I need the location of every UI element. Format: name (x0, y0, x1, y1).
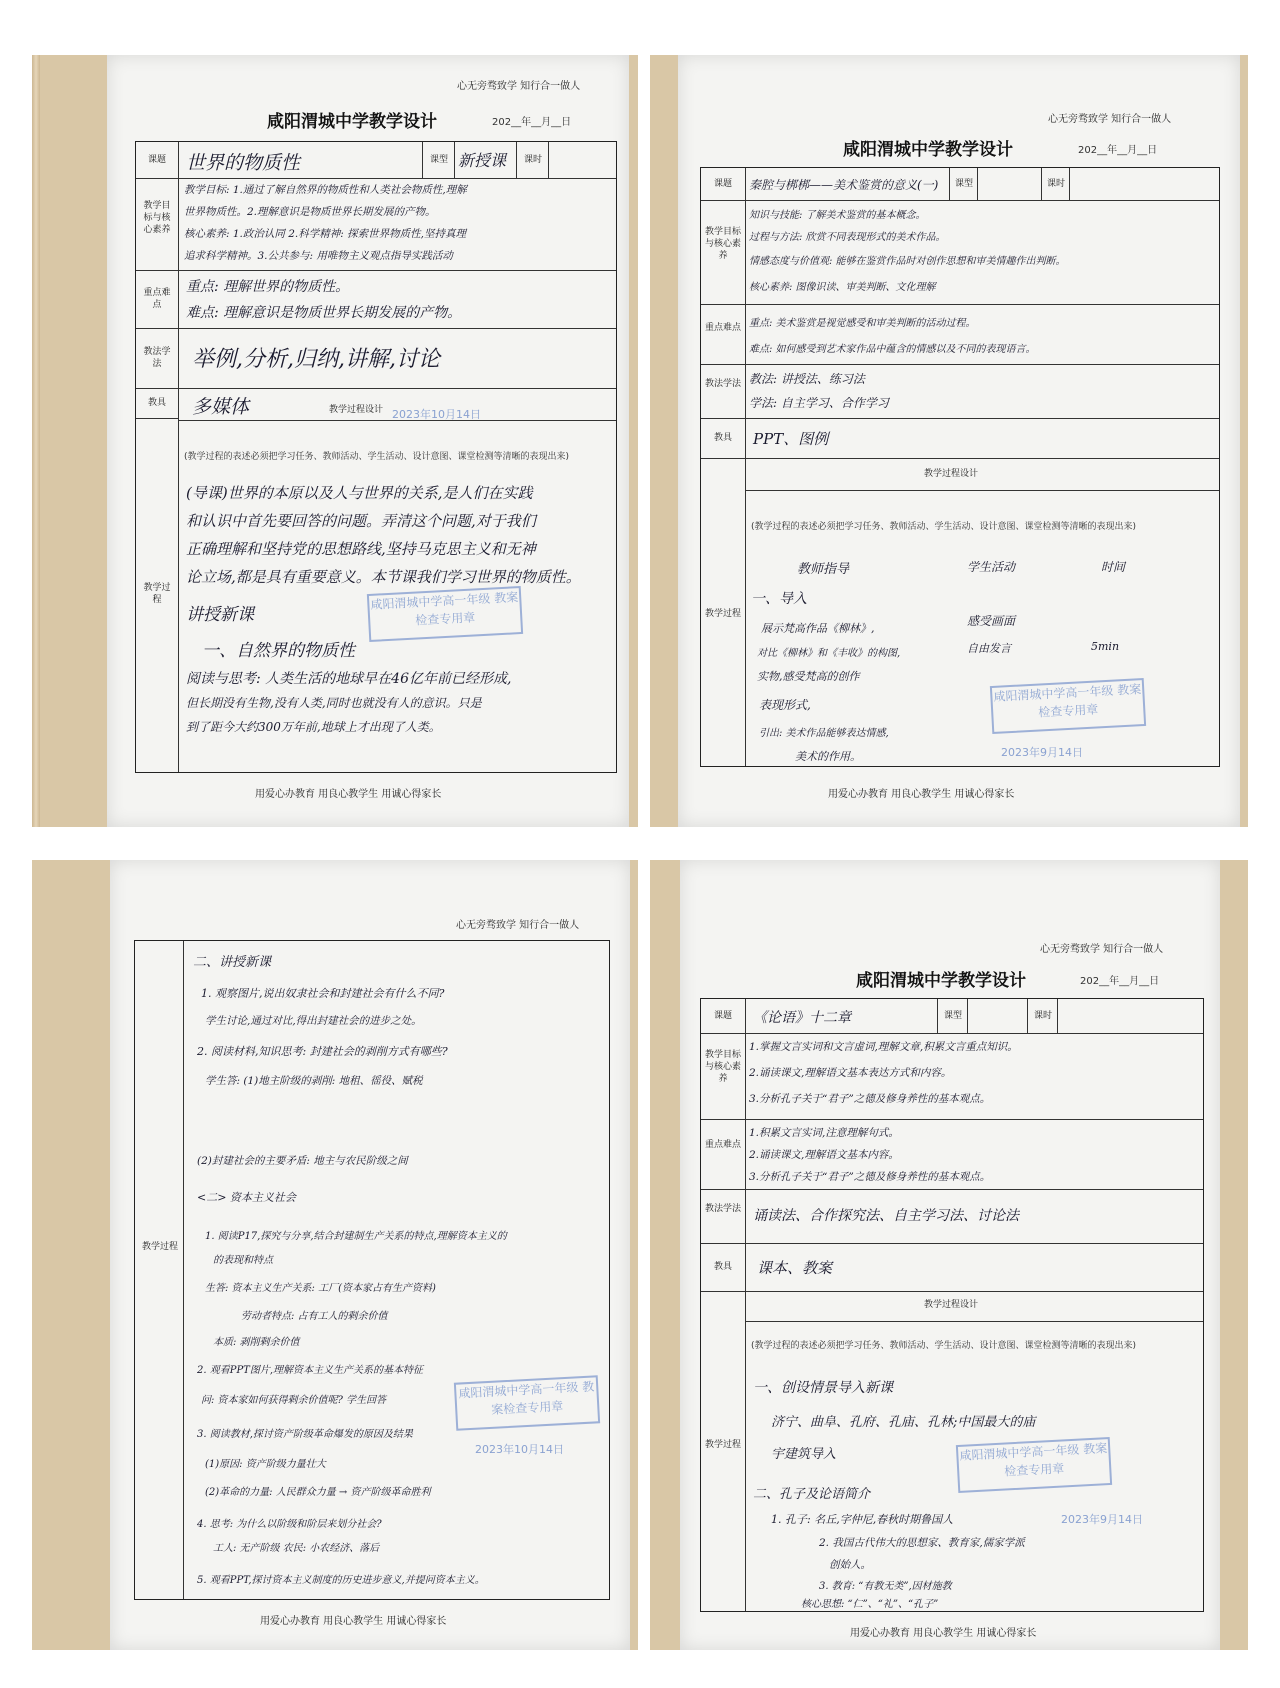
goal-line: 教学目标: 1.通过了解自然界的物质性和人类社会物质性,理解 (184, 184, 467, 196)
process-line: 2. 观看PPT图片,理解资本主义生产关系的基本特征 (197, 1365, 424, 1376)
key-line: 2.诵读课文,理解语文基本内容。 (749, 1149, 899, 1161)
process-line: 学生答: (1)地主阶级的剥削: 地租、徭役、赋税 (205, 1075, 423, 1087)
process-line: 1. 孔子: 名丘,字仲尼,春秋时期鲁国人 (771, 1513, 954, 1526)
column-teacher: 教师指导 (797, 562, 850, 577)
label-process: 教学过程 (143, 583, 171, 605)
topic-value: 《论语》十二章 (753, 1010, 851, 1026)
process-line: 1. 阅读P17,探究与分享,结合封建制生产关系的特点,理解资本主义的 (205, 1231, 507, 1242)
process-line: 正确理解和坚持党的思想路线,坚持马克思主义和无神 (186, 540, 536, 558)
process-line: 宇建筑导入 (771, 1447, 837, 1462)
key-line: 难点: 如何感受到艺术家作品中蕴含的情感以及不同的表现语言。 (749, 344, 1036, 355)
label-process-design: 教学过程设计 (923, 1300, 978, 1310)
process-line: 劳动者特点: 占有工人的剩余价值 (241, 1311, 388, 1322)
time-value: 5min (1091, 640, 1120, 653)
page-sheet (107, 55, 629, 827)
process-line: 二、孔子及论语简介 (753, 1487, 871, 1502)
stamp-date: 2023年10月14日 (475, 1443, 564, 1456)
process-line: 生答: 资本主义生产关系: 工厂(资本家占有生产资料) (205, 1283, 436, 1294)
key-line: 1.积累文言实词,注意理解句式。 (749, 1127, 899, 1139)
page-sheet (678, 55, 1240, 827)
stamp-date: 2023年9月14日 (1001, 746, 1083, 759)
process-line: 和认识中首先要回答的问题。弄清这个问题,对于我们 (186, 512, 536, 530)
label-key: 重点难点 (705, 1140, 742, 1150)
school-title: 咸阳渭城中学教学设计 (843, 140, 1013, 160)
process-line: 一、导入 (751, 591, 807, 607)
process-line: 论立场,都是具有重要意义。本节课我们学习世界的物质性。 (186, 568, 581, 586)
photo-page-1 (32, 55, 638, 827)
method-line: 学法: 自主学习、合作学习 (749, 396, 889, 410)
inspection-stamp: 咸阳渭城中学高一年级 教案检查专用章 (367, 586, 523, 642)
process-line: 济宁、曲阜、孔府、孔庙、孔林;中国最大的庙 (771, 1415, 1036, 1430)
label-topic: 课题 (147, 155, 166, 165)
tools-value: 课本、教案 (757, 1259, 833, 1277)
goal-line: 知识与技能: 了解美术鉴赏的基本概念。 (749, 210, 926, 221)
process-line: 美术的作用。 (795, 750, 861, 763)
process-line: 2. 我国古代伟大的思想家、教育家,儒家学派 (819, 1537, 1025, 1549)
tools-value: 多媒体 (192, 396, 250, 418)
stamp-date: 2023年9月14日 (1061, 1513, 1143, 1526)
lesson-table (700, 998, 1204, 1612)
process-line: 二、讲授新课 (193, 955, 272, 970)
footer-motto: 用爱心办教育 用良心教学生 用诚心得家长 (850, 1628, 1037, 1639)
stamp-date: 2023年10月14日 (392, 408, 481, 421)
label-method: 教法学法 (705, 379, 742, 389)
process-line: (1)原因: 资产阶级力量壮大 (205, 1459, 326, 1470)
page-sheet (680, 860, 1220, 1650)
label-type: 课型 (429, 155, 448, 165)
label-topic: 课题 (713, 179, 732, 189)
column-time: 时间 (1101, 560, 1126, 574)
inspection-stamp: 咸阳渭城中学高一年级 教案检查专用章 (956, 1437, 1112, 1493)
process-line: 创始人。 (829, 1559, 871, 1571)
date-field: 202__年__月__日 (1080, 976, 1160, 987)
goal-line: 情感态度与价值观: 能够在鉴赏作品时对创作思想和审美情趣作出判断。 (749, 256, 1066, 267)
process-line: <二> 资本主义社会 (197, 1191, 296, 1204)
key-line: 难点: 理解意识是物质世界长期发展的产物。 (186, 305, 462, 321)
header-motto: 心无旁骛致学 知行合一做人 (456, 920, 580, 931)
student-line: 自由发言 (967, 642, 1011, 655)
inspection-stamp: 咸阳渭城中学高一年级 教案检查专用章 (454, 1375, 600, 1430)
label-key: 重点难点 (143, 288, 171, 310)
photo-page-2 (650, 55, 1248, 827)
date-field: 202__年__月__日 (492, 117, 572, 128)
label-type: 课型 (943, 1011, 962, 1021)
process-line: 的表现和特点 (213, 1255, 273, 1266)
process-line: 5. 观看PPT,探讨资本主义制度的历史进步意义,并提问资本主义。 (197, 1575, 485, 1586)
process-line: 展示梵高作品《柳林》, (761, 622, 875, 635)
label-process: 教学过程 (705, 1440, 742, 1450)
process-line: 本质: 剥削剩余价值 (213, 1337, 300, 1348)
footer-motto: 用爱心办教育 用良心教学生 用诚心得家长 (828, 789, 1015, 800)
goal-line: 核心素养: 图像识读、审美判断、文化理解 (749, 282, 936, 293)
inspection-stamp: 咸阳渭城中学高一年级 教案检查专用章 (990, 678, 1146, 734)
label-hours: 课时 (1033, 1011, 1052, 1021)
key-line: 重点: 理解世界的物质性。 (186, 279, 350, 295)
date-field: 202__年__月__日 (1078, 145, 1158, 156)
photo-page-4 (650, 860, 1248, 1650)
book-spine (32, 55, 40, 827)
process-line: 3. 阅读教材,探讨资产阶级革命爆发的原因及结果 (197, 1429, 413, 1440)
process-line: 一、自然界的物质性 (202, 641, 355, 661)
process-note: (教学过程的表述必须把学习任务、教师活动、学生活动、设计意图、课堂检测等清晰的表现出来) (751, 1341, 1137, 1351)
process-line: 4. 思考: 为什么以阶级和阶层来划分社会? (197, 1519, 382, 1530)
process-line: 问: 资本家如何获得剩余价值呢? 学生回答 (201, 1395, 387, 1406)
goal-line: 2.诵读课文,理解语文基本表达方式和内容。 (749, 1067, 952, 1079)
process-line: (2)封建社会的主要矛盾: 地主与农民阶级之间 (197, 1155, 408, 1167)
key-line: 3.分析孔子关于“君子”之德及修身养性的基本观点。 (749, 1171, 991, 1183)
process-line: 讲授新课 (186, 605, 254, 625)
process-line: 1. 观察图片,说出奴隶社会和封建社会有什么不同? (201, 987, 445, 1000)
process-line: 3. 教育: “有教无类”,因材施教 (819, 1581, 952, 1592)
lesson-table (134, 940, 610, 1600)
process-note: (教学过程的表述必须把学习任务、教师活动、学生活动、设计意图、课堂检测等清晰的表现出来) (751, 522, 1137, 532)
key-line: 重点: 美术鉴赏是视觉感受和审美判断的活动过程。 (749, 318, 976, 329)
label-goals: 教学目标与核心素养 (705, 227, 742, 261)
label-process-design: 教学过程设计 (923, 469, 978, 479)
label-method: 教法学法 (143, 347, 171, 369)
process-line: 学生讨论,通过对比,得出封建社会的进步之处。 (205, 1015, 422, 1027)
process-note: (教学过程的表述必须把学习任务、教师活动、学生活动、设计意图、课堂检测等清晰的表现出来) (184, 452, 570, 462)
label-tools: 教具 (147, 398, 166, 408)
column-student: 学生活动 (967, 560, 1016, 574)
process-line: 表现形式, (759, 698, 811, 712)
label-hours: 课时 (523, 155, 542, 165)
label-tools: 教具 (713, 433, 732, 443)
school-title: 咸阳渭城中学教学设计 (856, 971, 1026, 991)
type-value: 新授课 (458, 151, 507, 170)
method-value: 诵读法、合作探究法、自主学习法、讨论法 (753, 1208, 1019, 1224)
label-process-design: 教学过程设计 (328, 405, 383, 415)
goal-line: 过程与方法: 欣赏不同表现形式的美术作品。 (749, 232, 946, 243)
process-line: 核心思想: “仁”、“礼”、“孔子” (801, 1599, 939, 1610)
process-line: (导课)世界的本原以及人与世界的关系,是人们在实践 (186, 484, 533, 502)
header-motto: 心无旁骛致学 知行合一做人 (457, 81, 581, 92)
process-line: 但长期没有生物,没有人类,同时也就没有人的意识。只是 (186, 696, 482, 710)
tools-value: PPT、图例 (753, 430, 829, 448)
label-hours: 课时 (1046, 179, 1065, 189)
goal-line: 追求科学精神。3.公共参与: 用唯物主义观点指导实践活动 (184, 250, 453, 262)
page-sheet (110, 860, 630, 1650)
label-type: 课型 (954, 179, 973, 189)
process-line: 引出: 美术作品能够表达情感, (759, 728, 889, 739)
label-process: 教学过程 (141, 1242, 178, 1252)
process-line: (2)革命的力量: 人民群众力量 → 资产阶级革命胜利 (205, 1487, 431, 1498)
label-goals: 教学目标与核心素养 (143, 201, 171, 235)
process-line: 工人: 无产阶级 农民: 小农经济、落后 (213, 1543, 380, 1554)
process-line: 2. 阅读材料,知识思考: 封建社会的剥削方式有哪些? (197, 1045, 448, 1058)
topic-value: 秦腔与梆梆——美术鉴赏的意义(一) (749, 178, 939, 192)
method-value: 举例,分析,归纳,讲解,讨论 (192, 347, 440, 372)
process-line: 到了距今大约300万年前,地球上才出现了人类。 (186, 720, 441, 734)
process-line: 实物,感受梵高的创作 (757, 670, 860, 683)
method-line: 教法: 讲授法、练习法 (749, 372, 865, 386)
photo-page-3 (32, 860, 638, 1650)
process-line: 对比《柳林》和《丰收》的构图, (757, 648, 901, 659)
header-motto: 心无旁骛致学 知行合一做人 (1048, 114, 1172, 125)
school-title: 咸阳渭城中学教学设计 (267, 112, 437, 132)
label-process: 教学过程 (705, 609, 742, 619)
lesson-table (700, 167, 1220, 767)
goal-line: 核心素养: 1.政治认同 2.科学精神: 探索世界物质性,坚持真理 (184, 228, 466, 240)
label-goals: 教学目标与核心素养 (705, 1050, 742, 1084)
goal-line: 1.掌握文言实词和文言虚词,理解文章,积累文言重点知识。 (749, 1041, 1018, 1053)
topic-value: 世界的物质性 (186, 152, 301, 174)
goal-line: 3.分析孔子关于“君子”之德及修身养性的基本观点。 (749, 1093, 991, 1105)
label-topic: 课题 (713, 1011, 732, 1021)
goal-line: 世界物质性。2.理解意识是物质世界长期发展的产物。 (184, 206, 436, 218)
footer-motto: 用爱心办教育 用良心教学生 用诚心得家长 (255, 789, 442, 800)
label-tools: 教具 (713, 1262, 732, 1272)
student-line: 感受画面 (967, 614, 1016, 628)
header-motto: 心无旁骛致学 知行合一做人 (1040, 944, 1164, 955)
process-line: 阅读与思考: 人类生活的地球早在46亿年前已经形成, (186, 671, 512, 687)
label-method: 教法学法 (705, 1204, 742, 1214)
process-line: 一、创设情景导入新课 (753, 1380, 893, 1396)
label-key: 重点难点 (705, 323, 742, 333)
lesson-table (135, 141, 617, 773)
footer-motto: 用爱心办教育 用良心教学生 用诚心得家长 (260, 1616, 447, 1627)
